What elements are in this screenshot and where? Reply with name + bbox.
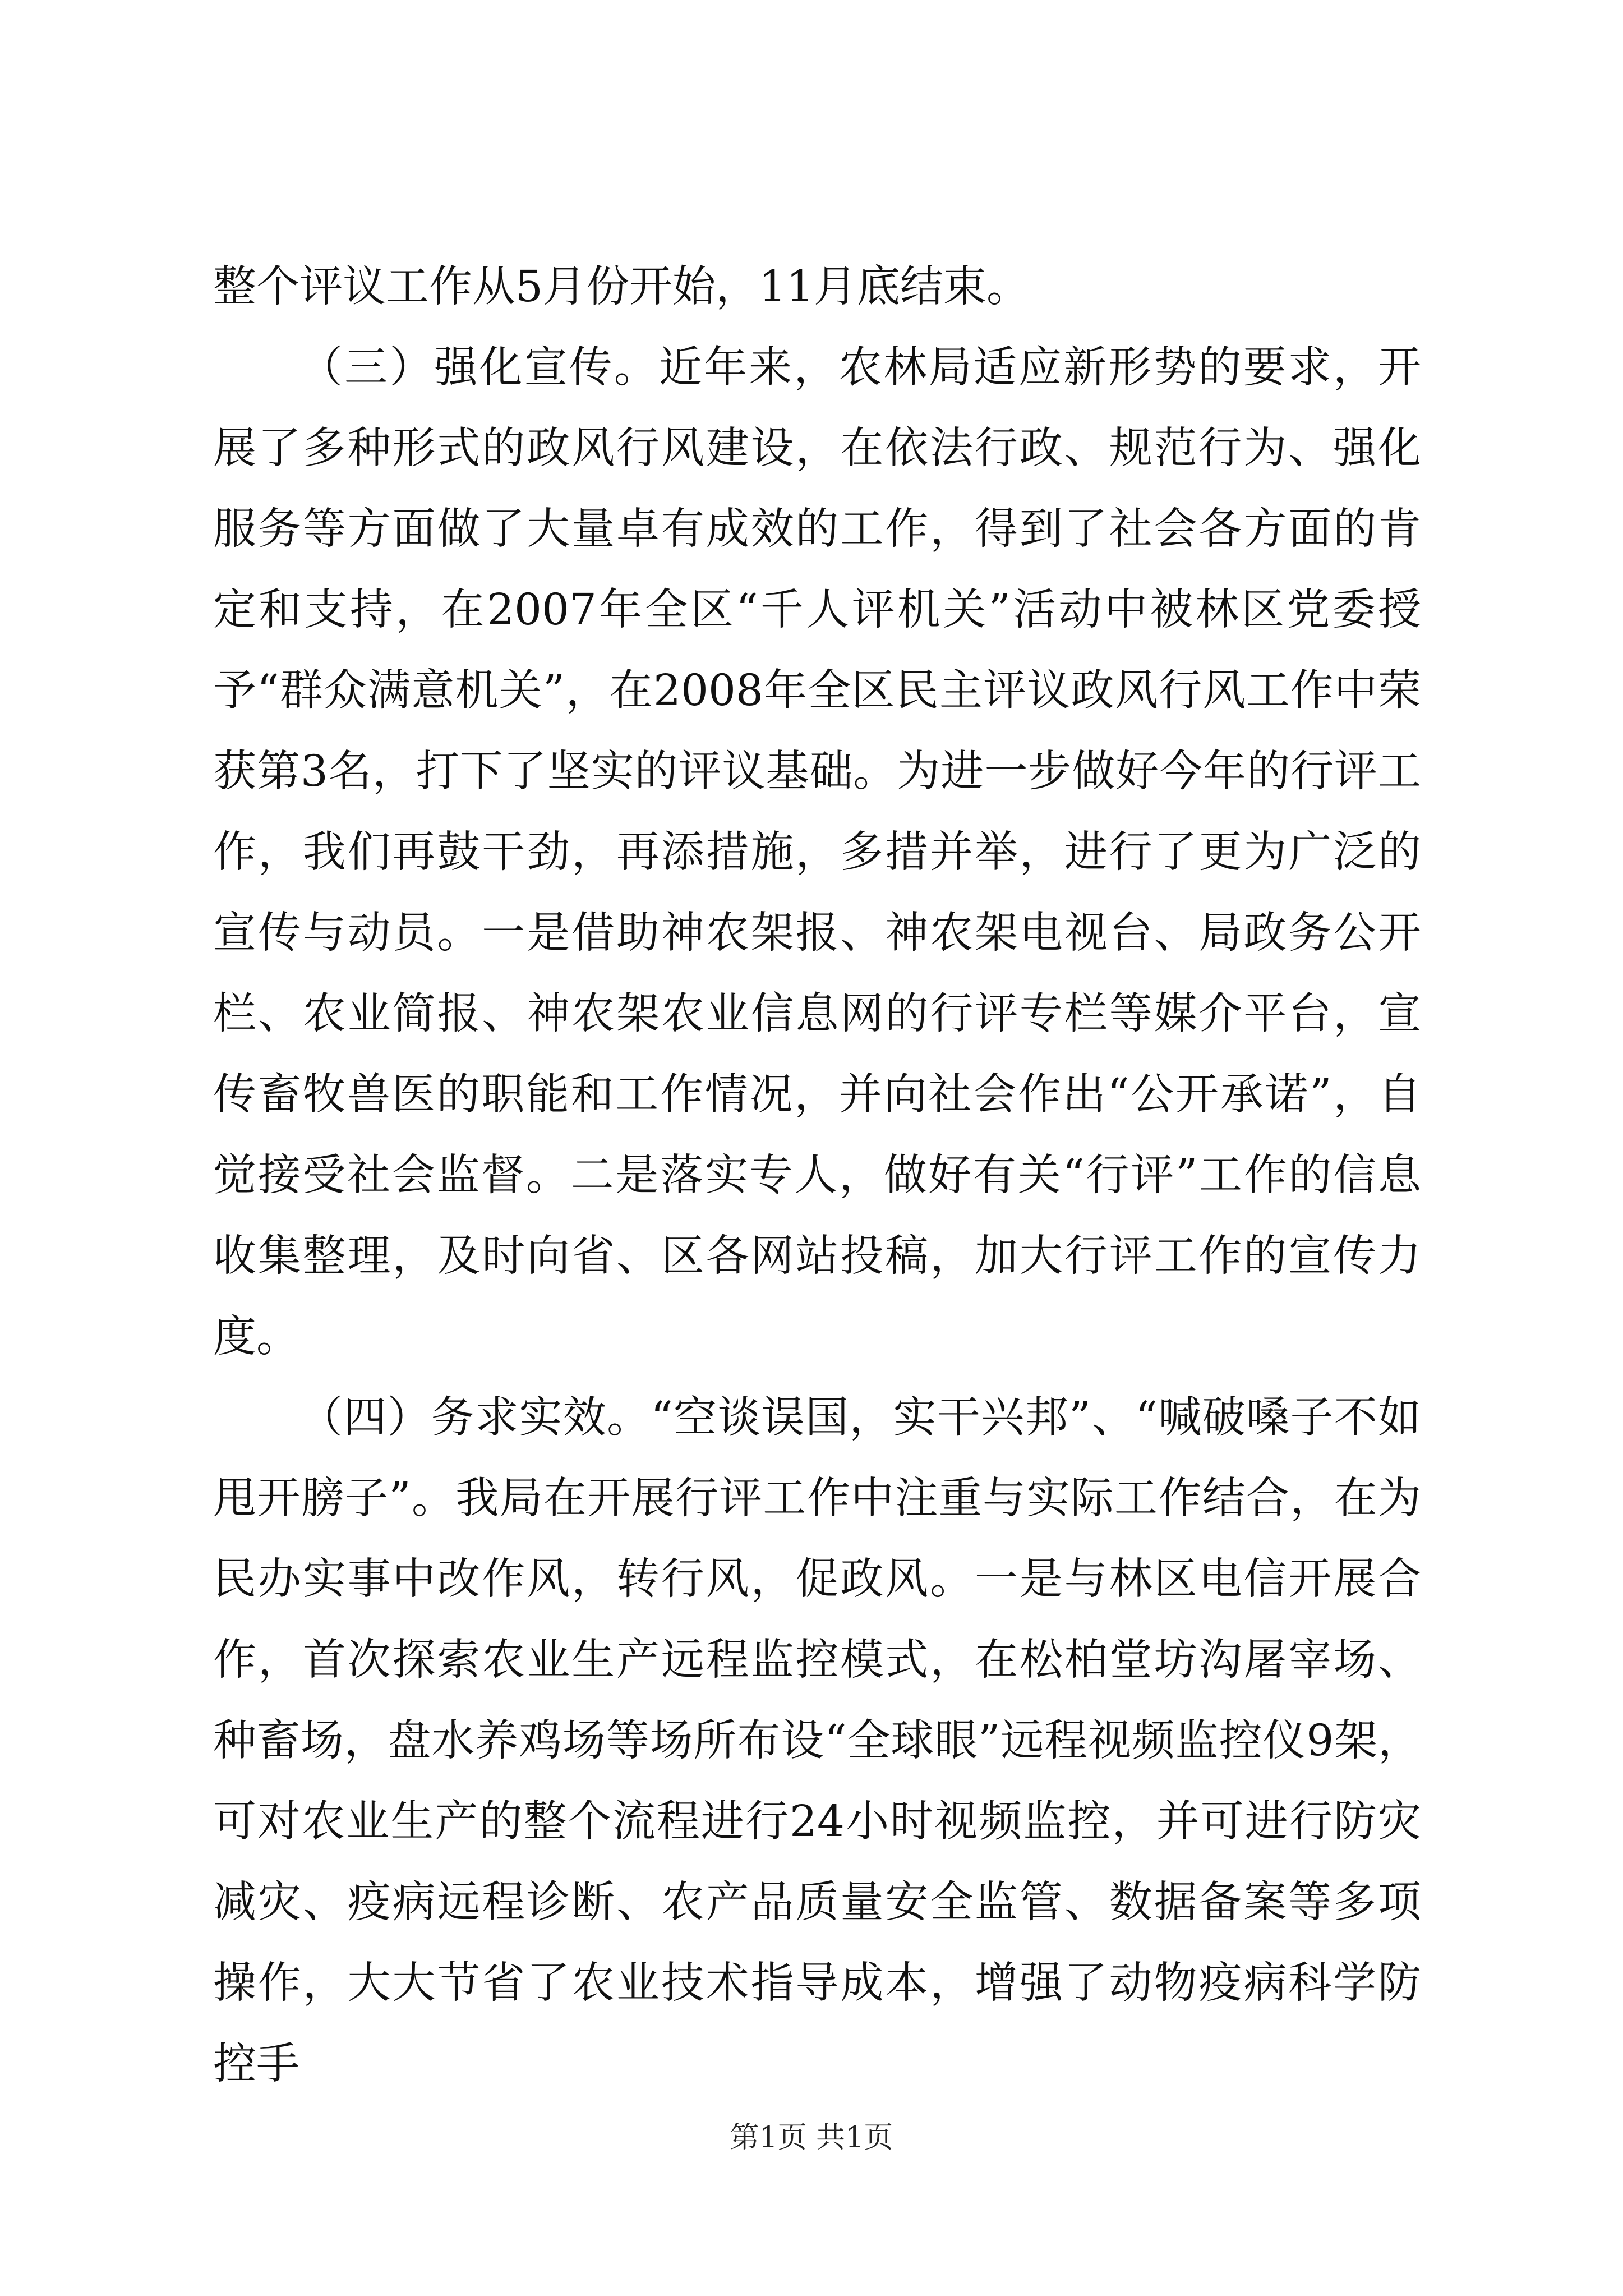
paragraph-effectiveness: （四）务求实效。“空谈误国，实干兴邦”、“喊破嗓子不如甩开膀子”。我局在开展行评工作中注重与实际工作结合，在为民办实事中改作风，转行风，促政风。一是与林区电信开展合作，首次探索农业生产远程监控模式，在松柏堂坊沟屠宰场、种畜场，盘水养鸡场等场所布设“全球眼”远程视频监控仪9架，可对农业生产的整个流程进行24小时视频监控，并可进行防灾减灾、疫病远程诊断、农产品质量安全监管、数据备案等多项操作，大大节省了农业技术指导成本，增强了动物疫病科学防控手 (213, 1393, 1421, 2089)
page-number-label: 第1页 共1页 (730, 2121, 893, 2155)
paragraph-continuation: 整个评议工作从5月份开始，11月底结束。 (213, 262, 1030, 312)
document-body (213, 247, 1421, 2105)
page-footer (0, 2114, 1623, 2156)
paragraph-publicity: （三）强化宣传。近年来，农林局适应新形势的要求，开展了多种形式的政风行风建设，在依法行政、规范行为、强化服务等方面做了大量卓有成效的工作，得到了社会各方面的肯定和支持，在2007年全区“千人评机关”活动中被林区党委授予“群众满意机关”，在2008年全区民主评议政风行风工作中荣获第3名，打下了坚实的评议基础。为进一步做好今年的行评工作，我们再鼓干劲，再添措施，多措并举，进行了更为广泛的宣传与动员。一是借助神农架报、神农架电视台、局政务公开栏、农业简报、神农架农业信息网的行评专栏等媒介平台，宣传畜牧兽医的职能和工作情况，并向社会作出“公开承诺”，自觉接受社会监督。二是落实专人，做好有关“行评”工作的信息收集整理，及时向省、区各网站投稿，加大行评工作的宣传力度。 (213, 343, 1421, 1362)
